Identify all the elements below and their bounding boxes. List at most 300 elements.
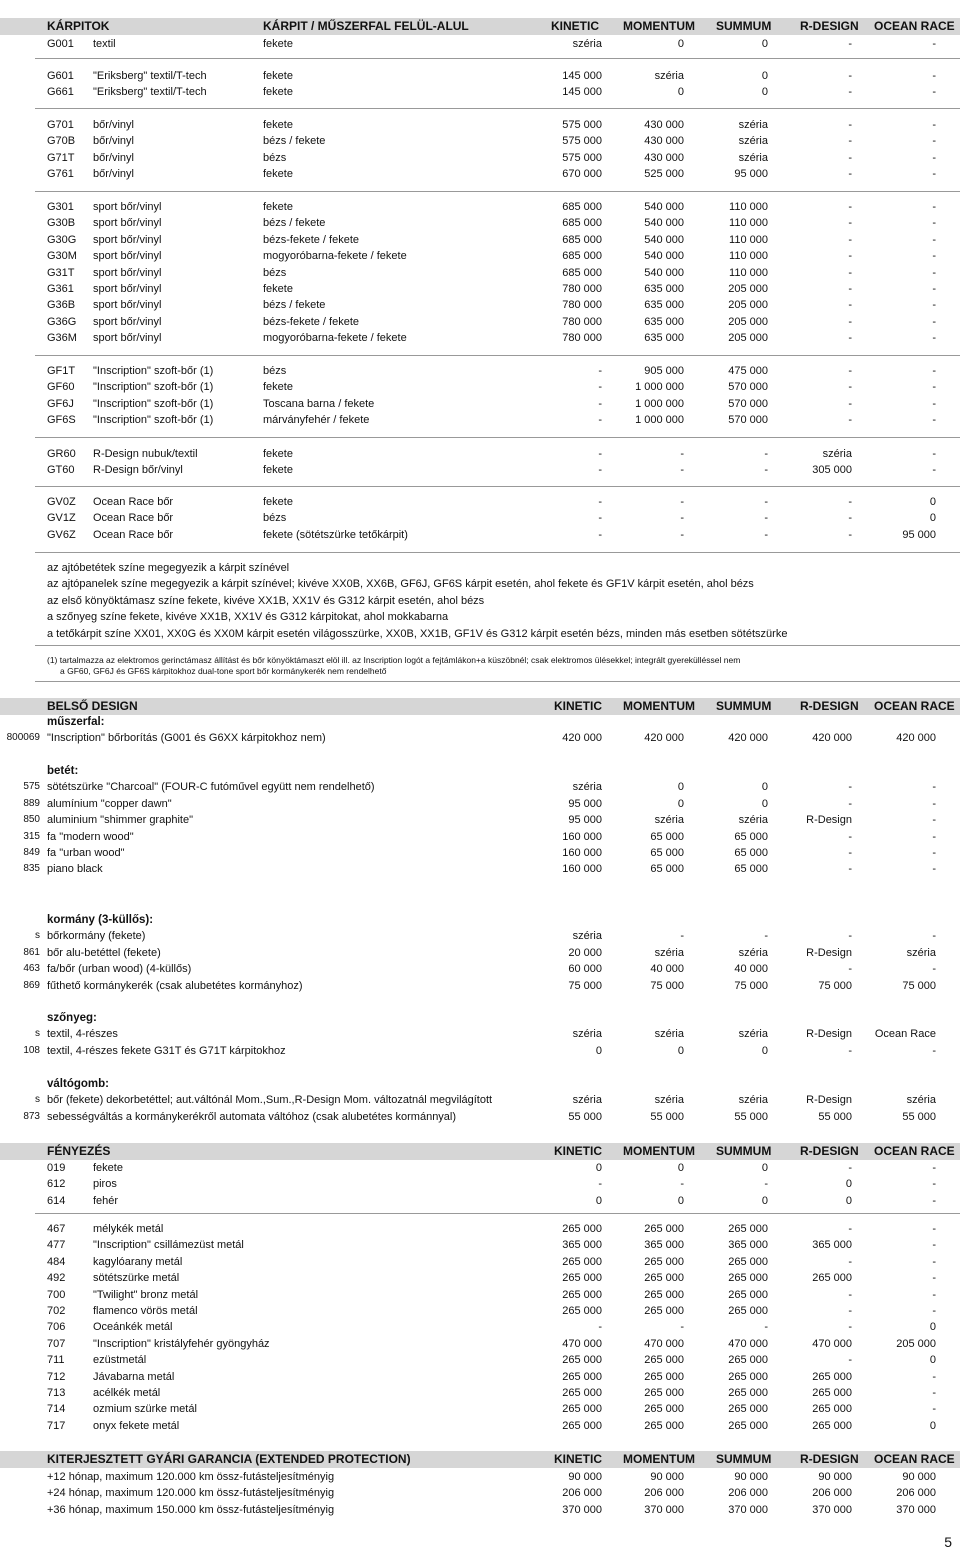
table-row (0, 1401, 960, 1417)
price-momentum: 265 000 (644, 1419, 684, 1432)
price-ocean-race: - (932, 1162, 936, 1174)
color-code: 467 (47, 1223, 66, 1235)
upholstery-color: fekete (263, 381, 293, 394)
separator-line (35, 681, 960, 682)
price-ocean-race: - (932, 830, 936, 843)
header-ocean-race: OCEAN RACE (874, 1144, 955, 1158)
table-row (0, 1319, 960, 1335)
section-header-garancia (0, 1451, 960, 1468)
upholstery-code: GF60 (47, 381, 75, 394)
price-momentum: 0 (677, 86, 684, 99)
table-row (0, 1287, 960, 1303)
table-row (0, 1026, 960, 1042)
price-summum: 205 000 (728, 299, 768, 312)
price-r-design: - (848, 299, 852, 312)
price-momentum: 65 000 (650, 847, 684, 859)
price-summum: 0 (761, 86, 768, 99)
price-kinetic: 780 000 (562, 315, 602, 328)
price-kinetic: 575 000 (562, 135, 602, 148)
color-name: mélykék metál (93, 1223, 164, 1235)
price-summum: 265 000 (728, 1403, 768, 1416)
upholstery-color: fekete (sötétszürke tetőkárpit) (263, 528, 408, 541)
color-code: 477 (47, 1239, 66, 1252)
price-summum: 265 000 (728, 1387, 768, 1399)
price-ocean-race: - (932, 250, 936, 263)
price-r-design: 265 000 (812, 1272, 852, 1285)
price-summum: 110 000 (729, 201, 768, 213)
price-r-design: - (848, 38, 852, 50)
price-r-design: 265 000 (812, 1419, 852, 1432)
price-ocean-race: - (932, 1403, 936, 1416)
header-summum: SUMMUM (716, 19, 772, 33)
price-ocean-race: - (932, 1387, 936, 1399)
price-momentum: széria (654, 1094, 684, 1107)
subsection-title: váltógomb: (47, 1078, 109, 1090)
price-momentum: 265 000 (644, 1255, 684, 1268)
table-row (0, 199, 960, 215)
separator-line (35, 108, 960, 109)
subsection-title: szőnyeg: (47, 1012, 97, 1024)
upholstery-name: sport bőr/vinyl (93, 233, 162, 246)
upholstery-name: bőr/vinyl (93, 151, 134, 164)
price-summum: 570 000 (728, 414, 768, 427)
option-code: 861 (23, 946, 40, 958)
header-kinetic: KINETIC (551, 19, 599, 33)
upholstery-color: mogyoróbarna-fekete / fekete (263, 332, 407, 345)
color-name: Jávabarna metál (93, 1370, 175, 1383)
price-r-design: R-Design (806, 1094, 852, 1107)
table-row (0, 1369, 960, 1385)
price-momentum: 55 000 (650, 1110, 684, 1123)
option-name: "Inscription" bőrborítás (G001 és G6XX kárpitokhoz nem) (47, 732, 326, 745)
price-ocean-race: - (932, 233, 936, 246)
price-r-design: - (848, 1305, 852, 1317)
upholstery-note: az első könyöktámasz színe fekete, kivéve XX1B, XX1V és G312 kárpit esetén, ahol bézs (47, 594, 485, 607)
upholstery-code: GF6J (47, 397, 74, 410)
price-momentum: - (680, 1178, 684, 1191)
table-row (0, 961, 960, 977)
price-summum: 110 000 (729, 266, 768, 279)
upholstery-note: az ajtópanelek színe megegyezik a kárpit színével; kivéve XX0B, XX6B, GF6J, GF6S kárpit esetén, ahol fekete és GF1V kárpit esetén, ahol bézs (47, 578, 754, 591)
price-r-design: - (848, 250, 852, 263)
price-ocean-race: 420 000 (896, 732, 936, 745)
price-r-design: 365 000 (812, 1239, 852, 1252)
upholstery-code: G70B (47, 135, 76, 148)
price-kinetic: széria (572, 1094, 602, 1107)
price-summum: 0 (761, 1194, 768, 1207)
price-ocean-race: 0 (929, 496, 936, 508)
table-row (0, 297, 960, 313)
price-ocean-race: 370 000 (896, 1503, 936, 1516)
price-summum: 90 000 (734, 1471, 768, 1483)
price-summum: 265 000 (728, 1272, 768, 1285)
table-row (0, 945, 960, 961)
table-row (0, 215, 960, 231)
table-row (0, 928, 960, 944)
subsection-title: betét: (47, 765, 79, 777)
upholstery-name: "Inscription" szoft-bőr (1) (93, 414, 214, 427)
upholstery-note: a tetőkárpit színe XX01, XX0G és XX0M kárpit esetén világosszürke, XX0B, XX1B, GF1V és G312 kárpit esetén bézs, minden más esetben sötétszürke (47, 627, 788, 640)
table-row (0, 1221, 960, 1237)
separator-line (35, 486, 960, 487)
price-momentum: széria (654, 946, 684, 959)
price-summum: 65 000 (734, 830, 768, 843)
price-kinetic: 160 000 (562, 863, 602, 876)
upholstery-name: sport bőr/vinyl (93, 283, 162, 295)
price-summum: - (764, 512, 768, 525)
price-kinetic: 145 000 (562, 86, 602, 99)
header-r-design: R-DESIGN (800, 699, 859, 713)
upholstery-color: fekete (263, 70, 293, 82)
table-row (0, 1254, 960, 1270)
table-row (0, 1485, 960, 1501)
option-code: s (35, 1094, 40, 1106)
price-ocean-race: - (932, 930, 936, 943)
price-r-design: - (848, 365, 852, 377)
table-row (0, 36, 960, 52)
price-r-design: 420 000 (812, 732, 852, 745)
upholstery-code: G001 (47, 38, 74, 50)
price-momentum: 430 000 (644, 135, 684, 148)
color-code: 019 (47, 1162, 66, 1174)
price-kinetic: 575 000 (562, 119, 602, 131)
price-ocean-race: - (932, 797, 936, 810)
price-summum: 95 000 (734, 168, 768, 181)
price-r-design: - (848, 315, 852, 328)
upholstery-code: G661 (47, 86, 74, 99)
price-r-design: - (848, 201, 852, 213)
upholstery-note: a szőnyeg színe fekete, kivéve XX1B, XX1V és G312 kárpitokat, ahol mokkabarna (47, 611, 449, 624)
price-ocean-race: - (932, 863, 936, 876)
color-name: kagylóarany metál (93, 1255, 183, 1268)
price-r-design: R-Design (806, 1028, 852, 1041)
price-momentum: 430 000 (644, 151, 684, 164)
price-kinetic: 265 000 (562, 1403, 602, 1416)
header-kinetic: KINETIC (554, 699, 602, 713)
price-summum: 265 000 (728, 1354, 768, 1367)
upholstery-code: GF1T (47, 365, 76, 377)
price-summum: 0 (761, 70, 768, 82)
price-kinetic: 780 000 (562, 332, 602, 345)
price-ocean-race: - (932, 299, 936, 312)
upholstery-color: bézs-fekete / fekete (263, 233, 359, 246)
price-ocean-race: - (932, 1305, 936, 1317)
price-r-design: - (848, 217, 852, 230)
table-row (0, 166, 960, 182)
price-kinetic: 90 000 (568, 1471, 602, 1483)
header-r-design: R-DESIGN (800, 1144, 859, 1158)
table-row (0, 150, 960, 166)
upholstery-code: G36G (47, 315, 77, 328)
table-row (0, 845, 960, 861)
upholstery-name: R-Design bőr/vinyl (93, 464, 183, 477)
color-name: sötétszürke metál (93, 1272, 180, 1285)
price-momentum: 0 (677, 797, 684, 810)
price-ocean-race: - (932, 332, 936, 345)
price-ocean-race: - (932, 397, 936, 410)
upholstery-name: Ocean Race bőr (93, 512, 174, 525)
subsection-title: kormány (3-küllős): (47, 914, 154, 926)
price-momentum: 365 000 (644, 1239, 684, 1252)
price-r-design: - (848, 332, 852, 345)
upholstery-code: GV1Z (47, 512, 76, 525)
upholstery-color: fekete (263, 496, 293, 508)
price-r-design: - (848, 151, 852, 164)
upholstery-code: G601 (47, 70, 74, 82)
option-code: s (35, 930, 40, 942)
table-row (0, 812, 960, 828)
price-summum: széria (738, 151, 768, 164)
price-ocean-race: - (932, 1239, 936, 1252)
price-ocean-race: 0 (929, 1354, 936, 1367)
color-name: ezüstmetál (93, 1354, 147, 1367)
price-summum: 110 000 (729, 233, 768, 246)
price-summum: - (764, 930, 768, 943)
price-momentum: 265 000 (644, 1403, 684, 1416)
option-name: fa "modern wood" (47, 830, 134, 843)
option-name: bőrkormány (fekete) (47, 930, 146, 943)
price-summum: széria (738, 946, 768, 959)
price-momentum: 0 (677, 1162, 684, 1174)
price-momentum: 65 000 (650, 830, 684, 843)
color-code: 492 (47, 1272, 66, 1285)
table-row (0, 281, 960, 297)
upholstery-code: G71T (47, 151, 75, 164)
header-momentum: MOMENTUM (623, 1452, 695, 1466)
table-row (0, 1160, 960, 1176)
table-row (0, 1109, 960, 1125)
table-row (0, 1043, 960, 1059)
price-ocean-race: - (932, 315, 936, 328)
price-ocean-race: 205 000 (896, 1337, 936, 1350)
price-kinetic: 160 000 (562, 847, 602, 859)
price-kinetic: 265 000 (562, 1370, 602, 1383)
price-kinetic: 265 000 (562, 1305, 602, 1317)
price-momentum: 265 000 (644, 1223, 684, 1235)
price-ocean-race: 90 000 (902, 1471, 936, 1483)
price-kinetic: 470 000 (562, 1337, 602, 1350)
price-ocean-race: - (932, 1288, 936, 1301)
price-kinetic: 575 000 (562, 151, 602, 164)
price-kinetic: 265 000 (562, 1419, 602, 1432)
price-r-design: - (848, 781, 852, 794)
price-momentum: 540 000 (644, 266, 684, 279)
option-code: 850 (23, 814, 40, 826)
table-row (0, 232, 960, 248)
color-code: 711 (47, 1354, 65, 1367)
upholstery-code: G31T (47, 266, 75, 279)
price-momentum: 905 000 (644, 365, 684, 377)
price-ocean-race: - (932, 814, 936, 827)
price-r-design: - (848, 119, 852, 131)
price-r-design: - (848, 528, 852, 541)
upholstery-name: Ocean Race bőr (93, 528, 174, 541)
price-kinetic: - (598, 365, 602, 377)
price-momentum: 265 000 (644, 1272, 684, 1285)
upholstery-code: GT60 (47, 464, 75, 477)
upholstery-name: textil (93, 38, 116, 50)
price-summum: 475 000 (728, 365, 768, 377)
upholstery-name: sport bőr/vinyl (93, 299, 162, 312)
price-r-design: - (848, 797, 852, 810)
color-name: ozmium szürke metál (93, 1403, 197, 1416)
color-name: onyx fekete metál (93, 1419, 180, 1432)
upholstery-color: bézs (263, 365, 287, 377)
price-summum: 0 (761, 1044, 768, 1057)
price-momentum: - (680, 528, 684, 541)
price-r-design: - (848, 863, 852, 876)
price-ocean-race: - (932, 464, 936, 477)
upholstery-code: G30G (47, 233, 77, 246)
upholstery-color: fekete (263, 201, 293, 213)
price-ocean-race: széria (906, 1094, 936, 1107)
price-r-design: - (848, 381, 852, 394)
price-ocean-race: 55 000 (902, 1110, 936, 1123)
option-code: 315 (23, 830, 40, 842)
header-karpitok: KÁRPITOK (47, 19, 110, 33)
price-kinetic: - (598, 1321, 602, 1334)
table-row (0, 412, 960, 428)
page-number: 5 (944, 1534, 952, 1550)
separator-line (35, 552, 960, 553)
price-kinetic: 780 000 (562, 299, 602, 312)
section-title: FÉNYEZÉS (47, 1144, 111, 1158)
price-r-design: - (848, 1255, 852, 1268)
price-kinetic: 265 000 (562, 1288, 602, 1301)
price-ocean-race: - (932, 365, 936, 377)
price-kinetic: 685 000 (562, 233, 602, 246)
table-row (0, 379, 960, 395)
price-r-design: - (848, 847, 852, 859)
price-summum: 0 (761, 38, 768, 50)
option-name: sötétszürke "Charcoal" (FOUR-C futóművel együtt nem rendelhető) (47, 781, 375, 794)
upholstery-code: GF6S (47, 414, 76, 427)
price-momentum: 75 000 (650, 979, 684, 992)
table-row (0, 1418, 960, 1434)
subsection-title: műszerfal: (47, 716, 105, 728)
table-row (0, 68, 960, 84)
option-code: 108 (23, 1044, 40, 1056)
price-ocean-race: - (932, 1044, 936, 1057)
color-code: 717 (47, 1419, 66, 1432)
price-r-design: - (848, 266, 852, 279)
price-summum: széria (738, 119, 768, 131)
price-ocean-race: 95 000 (902, 528, 936, 541)
price-momentum: - (680, 930, 684, 943)
price-r-design: - (848, 963, 852, 976)
price-momentum: 540 000 (644, 217, 684, 230)
price-ocean-race: - (932, 414, 936, 427)
price-kinetic: 145 000 (562, 70, 602, 82)
price-momentum: 540 000 (644, 201, 684, 213)
upholstery-color: fekete (263, 38, 293, 50)
price-momentum: 1 000 000 (635, 397, 684, 410)
upholstery-color: márványfehér / fekete (263, 414, 370, 427)
upholstery-code: G761 (47, 168, 74, 181)
option-name: bőr (fekete) dekorbetéttel; aut.váltónál Mom.,Sum.,R-Design Mom. változatnál megvilágított (47, 1094, 493, 1107)
color-code: 484 (47, 1255, 66, 1268)
upholstery-color: fekete (263, 119, 293, 131)
price-r-design: 75 000 (818, 979, 852, 992)
price-r-design: - (848, 512, 852, 525)
upholstery-color: bézs (263, 266, 287, 279)
price-summum: 110 000 (729, 250, 768, 263)
price-r-design: 90 000 (818, 1471, 852, 1483)
color-name: fehér (93, 1194, 119, 1207)
table-row (0, 1385, 960, 1401)
price-momentum: 265 000 (644, 1288, 684, 1301)
price-summum: - (764, 464, 768, 477)
price-momentum: 470 000 (644, 1337, 684, 1350)
footnote-second-line: a GF60, GF6J és GF6S kárpitokhoz dual-tone sport bőr kormánykerék nem rendelhető (60, 666, 387, 676)
upholstery-color: fekete (263, 283, 293, 295)
price-r-design: 265 000 (812, 1387, 852, 1399)
price-kinetic: 95 000 (568, 797, 602, 810)
price-momentum: 0 (677, 1194, 684, 1207)
color-code: 700 (47, 1288, 66, 1301)
table-row (0, 1092, 960, 1108)
option-code: 575 (23, 781, 40, 793)
header-ocean-race: OCEAN RACE (874, 1452, 955, 1466)
price-kinetic: 370 000 (562, 1503, 602, 1516)
separator-line (35, 645, 960, 646)
price-summum: 370 000 (728, 1503, 768, 1516)
price-kinetic: 670 000 (562, 168, 602, 181)
table-row (0, 133, 960, 149)
price-r-design: - (848, 1288, 852, 1301)
price-summum: - (764, 1178, 768, 1191)
price-momentum: 0 (677, 781, 684, 794)
table-row (0, 1336, 960, 1352)
price-momentum: 65 000 (650, 863, 684, 876)
price-summum: 265 000 (728, 1255, 768, 1268)
price-ocean-race: - (932, 1194, 936, 1207)
table-row (0, 829, 960, 845)
price-summum: 265 000 (728, 1288, 768, 1301)
price-kinetic: széria (572, 38, 602, 50)
table-row (0, 779, 960, 795)
price-r-design: - (848, 135, 852, 148)
price-kinetic: - (598, 448, 602, 460)
price-summum: - (764, 496, 768, 508)
color-code: 713 (47, 1387, 66, 1399)
price-ocean-race: - (932, 1223, 936, 1235)
header-karpit-muszerfal: KÁRPIT / MŰSZERFAL FELÜL-ALUL (263, 19, 469, 33)
upholstery-color: fekete (263, 86, 293, 99)
price-kinetic: 420 000 (562, 732, 602, 745)
price-r-design: - (848, 70, 852, 82)
price-kinetic: 95 000 (568, 814, 602, 827)
table-row (0, 265, 960, 281)
price-ocean-race: - (932, 1272, 936, 1285)
warranty-name: +12 hónap, maximum 120.000 km össz-futásteljesítményig (47, 1471, 335, 1483)
upholstery-code: G361 (47, 283, 74, 295)
price-kinetic: 60 000 (568, 963, 602, 976)
price-summum: 265 000 (728, 1223, 768, 1235)
price-summum: - (764, 528, 768, 541)
price-kinetic: - (598, 496, 602, 508)
price-kinetic: 265 000 (562, 1387, 602, 1399)
upholstery-name: bőr/vinyl (93, 168, 134, 181)
price-summum: 265 000 (728, 1370, 768, 1383)
header-momentum: MOMENTUM (623, 19, 695, 33)
price-kinetic: 780 000 (562, 283, 602, 295)
upholstery-name: Ocean Race bőr (93, 496, 174, 508)
upholstery-name: sport bőr/vinyl (93, 266, 162, 279)
price-ocean-race: - (932, 168, 936, 181)
price-momentum: - (680, 496, 684, 508)
price-kinetic: 0 (595, 1194, 602, 1207)
